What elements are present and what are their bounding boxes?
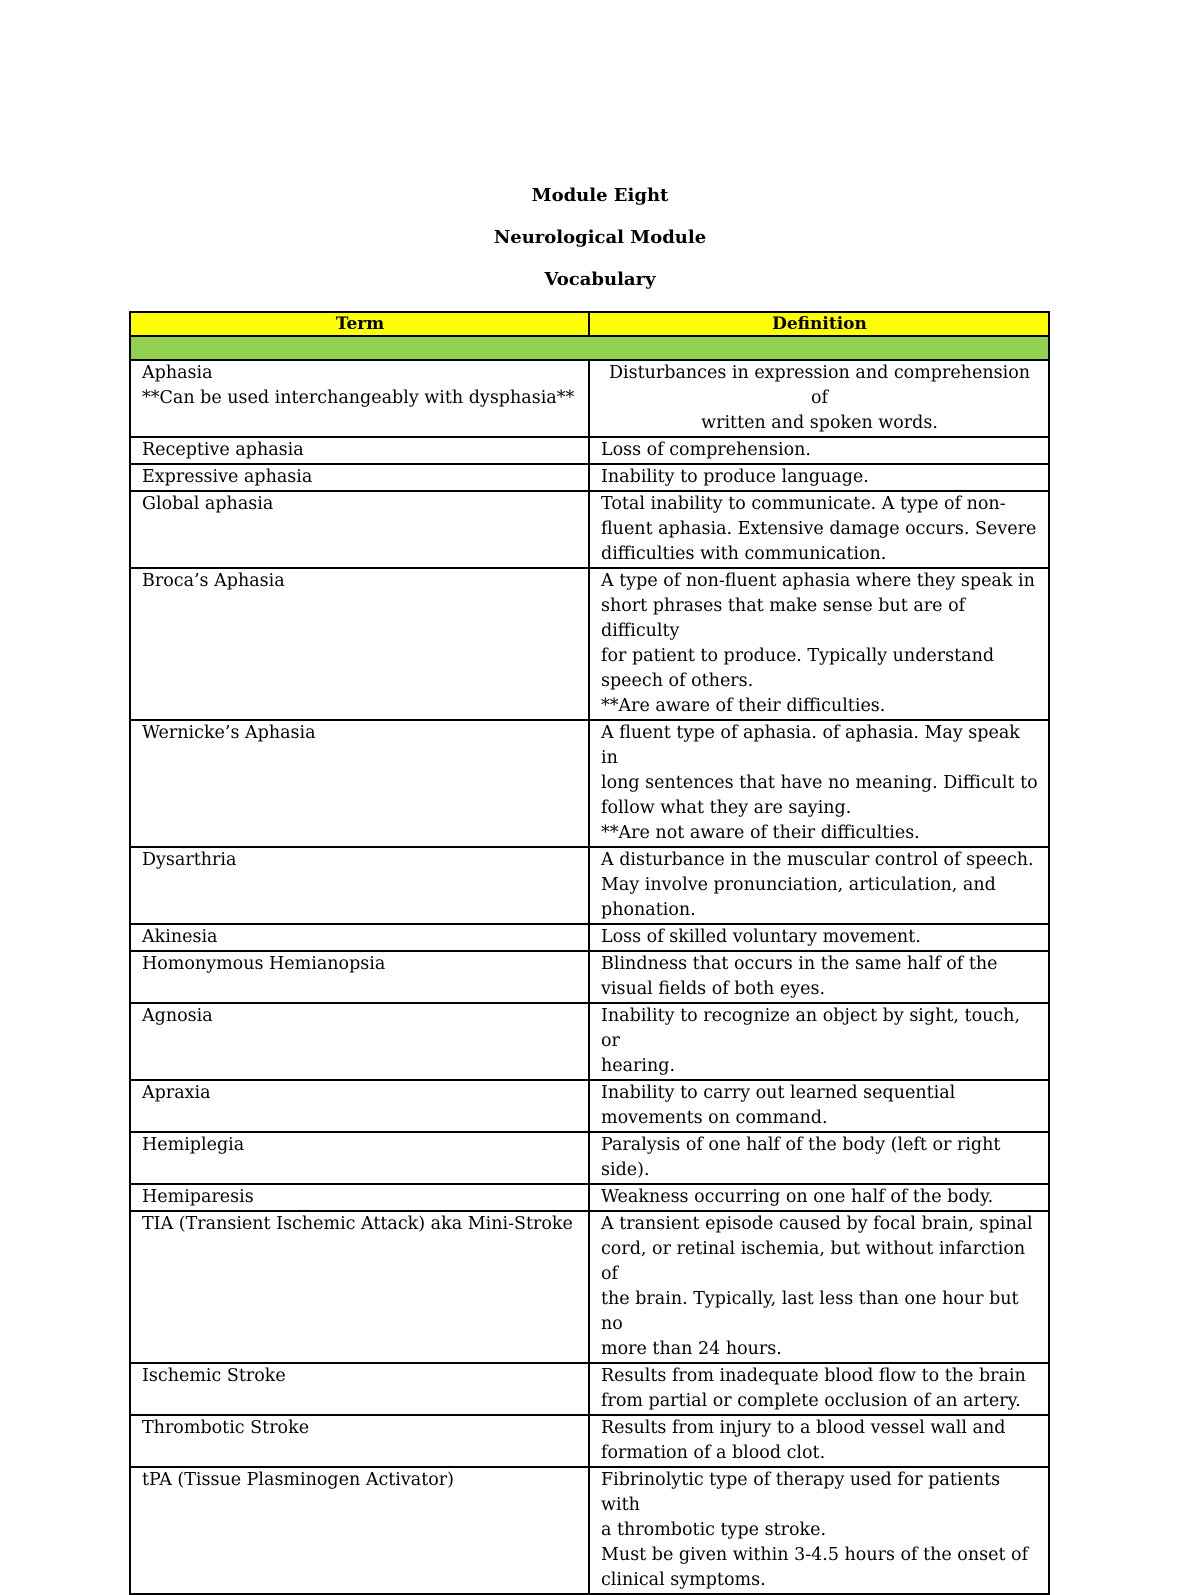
term-text: Dysarthria [142, 850, 237, 870]
section-title: Vocabulary [544, 269, 656, 290]
table-row [130, 1132, 1049, 1184]
definition-text: movements on command. [601, 1108, 828, 1128]
definition-cell [589, 1467, 1049, 1594]
term-column-header: Term [130, 312, 589, 336]
definition-text: Inability to produce language. [601, 467, 869, 487]
definition-text: Inability to carry out learned sequential [601, 1083, 956, 1103]
definition-cell [589, 491, 1049, 568]
term-cell [130, 491, 589, 568]
definition-cell [589, 360, 1049, 437]
definition-column-header: Definition [589, 312, 1049, 336]
definition-text: for patient to produce. Typically understand [601, 646, 995, 666]
term-cell [130, 1003, 589, 1080]
table-row [130, 568, 1049, 720]
table-row [130, 1211, 1049, 1363]
definition-text: side). [601, 1160, 650, 1180]
term-text: Akinesia [142, 927, 218, 947]
term-text: Global aphasia [142, 494, 274, 514]
definition-text: clinical symptoms. [601, 1570, 766, 1590]
definition-text: **Are not aware of their difficulties. [601, 823, 920, 843]
term-cell [130, 1184, 589, 1211]
definition-cell [589, 1211, 1049, 1363]
definition-cell [589, 951, 1049, 1003]
table-row [130, 491, 1049, 568]
definition-text: Paralysis of one half of the body (left or right [601, 1135, 1001, 1155]
definition-text: A disturbance in the muscular control of speech. [601, 850, 1034, 870]
definition-text: visual fields of both eyes. [601, 979, 826, 999]
definition-text: the brain. Typically, last less than one hour but no [601, 1289, 1019, 1334]
definition-cell [589, 568, 1049, 720]
table-row [130, 1003, 1049, 1080]
table-row [130, 464, 1049, 491]
table-row [130, 924, 1049, 951]
term-cell [130, 951, 589, 1003]
definition-cell [589, 720, 1049, 847]
definition-text: Must be given within 3-4.5 hours of the onset of [601, 1545, 1029, 1565]
definition-cell [589, 1184, 1049, 1211]
definition-cell [589, 847, 1049, 924]
green-band-row [130, 336, 1049, 360]
green-band-cell [130, 336, 1049, 360]
definition-text: Total inability to communicate. A type of non- [601, 494, 1006, 514]
table-row [130, 1363, 1049, 1415]
table-row [130, 847, 1049, 924]
definition-cell [589, 1363, 1049, 1415]
definition-text: A type of non-fluent aphasia where they speak in [601, 571, 1035, 591]
definition-text: A transient episode caused by focal brain, spinal [601, 1214, 1033, 1234]
term-cell [130, 1211, 589, 1363]
definition-cell [589, 1003, 1049, 1080]
vocabulary-table [129, 311, 1050, 1595]
definition-cell [589, 924, 1049, 951]
document-headings [0, 183, 1200, 309]
term-cell [130, 720, 589, 847]
definition-text: short phrases that make sense but are of difficulty [601, 596, 966, 641]
definition-text: Results from inadequate blood flow to the brain [601, 1366, 1026, 1386]
term-text: Broca’s Aphasia [142, 571, 285, 591]
term-text: Receptive aphasia [142, 440, 304, 460]
term-text: Aphasia [142, 363, 213, 383]
term-cell [130, 924, 589, 951]
term-text: Hemiplegia [142, 1135, 245, 1155]
table-row [130, 720, 1049, 847]
definition-text: Weakness occurring on one half of the body. [601, 1187, 994, 1207]
definition-text: cord, or retinal ischemia, but without infarction of [601, 1239, 1026, 1284]
table-row [130, 1080, 1049, 1132]
definition-text: speech of others. [601, 671, 754, 691]
table-row [130, 360, 1049, 437]
term-text: Thrombotic Stroke [142, 1418, 310, 1438]
term-cell [130, 464, 589, 491]
definition-text: hearing. [601, 1056, 676, 1076]
definition-text: A fluent type of aphasia. of aphasia. May speak in [601, 723, 1020, 768]
term-cell [130, 1415, 589, 1467]
definition-text: phonation. [601, 900, 696, 920]
definition-text: from partial or complete occlusion of an artery. [601, 1391, 1021, 1411]
term-text: Ischemic Stroke [142, 1366, 286, 1386]
definition-text: Loss of comprehension. [601, 440, 811, 460]
definition-text: Fibrinolytic type of therapy used for patients with [601, 1470, 1001, 1515]
table-body [130, 336, 1049, 1594]
definition-cell [589, 464, 1049, 491]
term-cell [130, 1080, 589, 1132]
definition-cell [589, 1132, 1049, 1184]
definition-cell [589, 437, 1049, 464]
definition-text: May involve pronunciation, articulation, and [601, 875, 996, 895]
definition-cell [589, 1415, 1049, 1467]
term-text: Expressive aphasia [142, 467, 313, 487]
term-cell [130, 1132, 589, 1184]
term-text: Apraxia [142, 1083, 211, 1103]
term-text: **Can be used interchangeably with dysphasia** [142, 388, 575, 408]
definition-text: fluent aphasia. Extensive damage occurs. Severe [601, 519, 1037, 539]
definition-text: written and spoken words. [701, 413, 938, 433]
term-text: Homonymous Hemianopsia [142, 954, 386, 974]
definition-text: Inability to recognize an object by sight, touch, or [601, 1006, 1021, 1051]
term-cell [130, 360, 589, 437]
term-text: Hemiparesis [142, 1187, 254, 1207]
definition-text: Loss of skilled voluntary movement. [601, 927, 921, 947]
table-row [130, 1184, 1049, 1211]
table-row [130, 437, 1049, 464]
table-header-row [130, 312, 1049, 336]
term-text: Wernicke’s Aphasia [142, 723, 316, 743]
table-row [130, 1415, 1049, 1467]
document-subtitle: Neurological Module [493, 227, 707, 248]
definition-text: Blindness that occurs in the same half of the [601, 954, 998, 974]
definition-text: more than 24 hours. [601, 1339, 782, 1359]
term-cell [130, 1363, 589, 1415]
definition-text: long sentences that have no meaning. Difficult to [601, 773, 1038, 793]
definition-text: follow what they are saying. [601, 798, 852, 818]
table-row [130, 1467, 1049, 1594]
term-cell [130, 437, 589, 464]
definition-text: a thrombotic type stroke. [601, 1520, 827, 1540]
definition-text: **Are aware of their difficulties. [601, 696, 886, 716]
table-row [130, 951, 1049, 1003]
term-cell [130, 568, 589, 720]
definition-cell [589, 1080, 1049, 1132]
term-text: Agnosia [142, 1006, 213, 1026]
document-title: Module Eight [531, 185, 669, 206]
term-text: TIA (Transient Ischemic Attack) aka Mini-Stroke [142, 1214, 573, 1234]
definition-text: formation of a blood clot. [601, 1443, 826, 1463]
definition-text: Results from injury to a blood vessel wall and [601, 1418, 1006, 1438]
term-cell [130, 1467, 589, 1594]
definition-text: difficulties with communication. [601, 544, 887, 564]
definition-text: Disturbances in expression and comprehension of [609, 363, 1030, 408]
term-text: tPA (Tissue Plasminogen Activator) [142, 1470, 454, 1490]
term-cell [130, 847, 589, 924]
